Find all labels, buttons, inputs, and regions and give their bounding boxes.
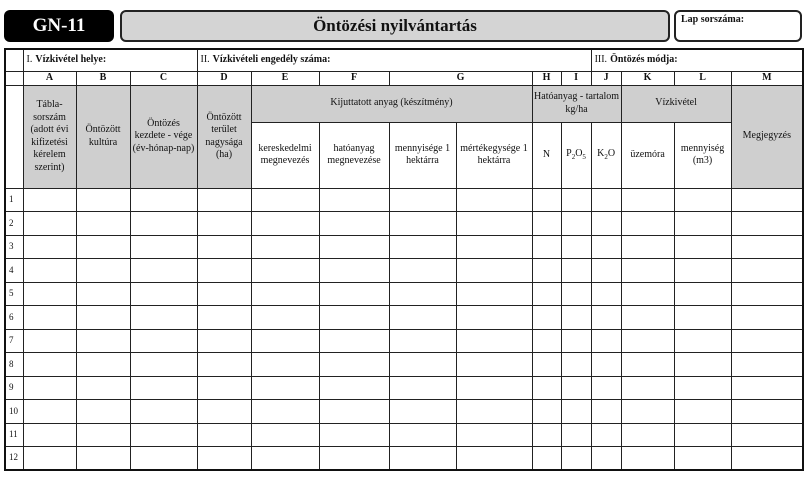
table-cell[interactable] xyxy=(76,306,130,330)
table-cell[interactable] xyxy=(532,400,561,424)
table-cell[interactable] xyxy=(532,306,561,330)
row-number: 6 xyxy=(5,306,23,330)
header-group-applied-material: Kijuttatott anyag (készítmény) xyxy=(251,85,532,122)
header-d: Öntözött terület nagysága (ha) xyxy=(197,85,251,188)
table-cell[interactable] xyxy=(76,235,130,259)
col-letter-l: L xyxy=(674,71,731,85)
table-row xyxy=(5,423,803,447)
table-cell[interactable] xyxy=(251,400,319,424)
table-row xyxy=(5,259,803,283)
table-cell[interactable] xyxy=(561,447,591,471)
table-cell[interactable] xyxy=(197,353,251,377)
table-row xyxy=(5,282,803,306)
table-cell[interactable] xyxy=(251,353,319,377)
table-cell[interactable] xyxy=(251,282,319,306)
table-cell[interactable] xyxy=(251,259,319,283)
row-number: 2 xyxy=(5,212,23,236)
col-letter-k: K xyxy=(621,71,674,85)
table-cell[interactable] xyxy=(389,235,456,259)
irrigation-table xyxy=(4,48,804,471)
table-cell[interactable] xyxy=(130,329,197,353)
table-cell[interactable] xyxy=(621,306,674,330)
table-cell[interactable] xyxy=(76,376,130,400)
table-cell[interactable] xyxy=(319,447,389,471)
col-letter-b: B xyxy=(76,71,130,85)
table-cell[interactable] xyxy=(76,282,130,306)
table-row xyxy=(5,212,803,236)
table-cell[interactable] xyxy=(389,212,456,236)
table-cell[interactable] xyxy=(456,353,532,377)
table-cell[interactable] xyxy=(251,329,319,353)
table-cell[interactable] xyxy=(674,212,731,236)
header-l: mennyiség (m3) xyxy=(674,122,731,188)
table-cell[interactable] xyxy=(251,423,319,447)
table-cell[interactable] xyxy=(23,400,76,424)
table-cell[interactable] xyxy=(456,400,532,424)
table-cell[interactable] xyxy=(456,423,532,447)
table-cell[interactable] xyxy=(674,423,731,447)
table-cell[interactable] xyxy=(591,353,621,377)
section-irrigation-method[interactable]: III. Öntözés módja: xyxy=(591,49,803,71)
table-cell[interactable] xyxy=(197,235,251,259)
table-cell[interactable] xyxy=(319,329,389,353)
row-number: 5 xyxy=(5,282,23,306)
table-cell[interactable] xyxy=(130,282,197,306)
table-cell[interactable] xyxy=(130,353,197,377)
table-cell[interactable] xyxy=(251,235,319,259)
table-cell[interactable] xyxy=(561,306,591,330)
table-cell[interactable] xyxy=(456,306,532,330)
col-letter-c: C xyxy=(130,71,197,85)
table-cell[interactable] xyxy=(197,306,251,330)
header-m: Megjegyzés xyxy=(731,85,803,188)
table-cell[interactable] xyxy=(130,259,197,283)
header-group-water-withdrawal: Vízkivétel xyxy=(621,85,731,122)
table-cell[interactable] xyxy=(76,212,130,236)
table-cell[interactable] xyxy=(319,212,389,236)
table-cell[interactable] xyxy=(197,259,251,283)
table-cell[interactable] xyxy=(197,329,251,353)
form-code: GN-11 xyxy=(4,10,114,42)
table-cell[interactable] xyxy=(561,400,591,424)
table-cell[interactable] xyxy=(591,447,621,471)
table-row xyxy=(5,400,803,424)
table-cell[interactable] xyxy=(76,353,130,377)
col-letter-j: J xyxy=(591,71,621,85)
table-cell[interactable] xyxy=(456,447,532,471)
table-cell[interactable] xyxy=(389,282,456,306)
table-cell[interactable] xyxy=(561,376,591,400)
header-a: Tábla-sorszám (adott évi kifizetési kérelem szerint) xyxy=(23,85,76,188)
table-cell[interactable] xyxy=(76,447,130,471)
table-cell[interactable] xyxy=(532,188,561,212)
table-cell[interactable] xyxy=(389,447,456,471)
table-cell[interactable] xyxy=(76,400,130,424)
row-number: 7 xyxy=(5,329,23,353)
table-cell[interactable] xyxy=(23,306,76,330)
col-letter-i: I xyxy=(561,71,591,85)
table-cell[interactable] xyxy=(319,259,389,283)
table-cell[interactable] xyxy=(130,235,197,259)
table-cell[interactable] xyxy=(621,188,674,212)
table-cell[interactable] xyxy=(319,235,389,259)
table-cell[interactable] xyxy=(674,306,731,330)
table-cell[interactable] xyxy=(532,259,561,283)
header-e: kereskedelmi megnevezés xyxy=(251,122,319,188)
table-cell[interactable] xyxy=(591,329,621,353)
row-number: 11 xyxy=(5,423,23,447)
table-cell[interactable] xyxy=(674,400,731,424)
table-cell[interactable] xyxy=(319,423,389,447)
table-cell[interactable] xyxy=(621,376,674,400)
table-cell[interactable] xyxy=(731,400,803,424)
table-cell[interactable] xyxy=(76,259,130,283)
table-cell[interactable] xyxy=(731,423,803,447)
table-row xyxy=(5,188,803,212)
table-cell[interactable] xyxy=(731,188,803,212)
table-cell[interactable] xyxy=(674,259,731,283)
section-row xyxy=(5,49,803,71)
table-cell[interactable] xyxy=(456,235,532,259)
col-letter-f: F xyxy=(319,71,389,85)
table-cell[interactable] xyxy=(591,376,621,400)
table-cell[interactable] xyxy=(456,376,532,400)
table-cell[interactable] xyxy=(674,447,731,471)
table-cell[interactable] xyxy=(621,353,674,377)
table-cell[interactable] xyxy=(389,376,456,400)
table-cell[interactable] xyxy=(319,282,389,306)
table-cell[interactable] xyxy=(561,329,591,353)
table-cell[interactable] xyxy=(532,447,561,471)
form-header xyxy=(4,8,802,44)
table-row xyxy=(5,376,803,400)
table-cell[interactable] xyxy=(621,329,674,353)
data-rows xyxy=(5,188,803,470)
table-cell[interactable] xyxy=(251,306,319,330)
table-cell[interactable] xyxy=(731,306,803,330)
col-letter-e: E xyxy=(251,71,319,85)
page-number-label: Lap sorszáma: xyxy=(681,14,745,25)
table-cell[interactable] xyxy=(532,353,561,377)
table-cell[interactable] xyxy=(389,259,456,283)
table-cell[interactable] xyxy=(389,188,456,212)
table-cell[interactable] xyxy=(731,376,803,400)
table-cell[interactable] xyxy=(251,376,319,400)
table-cell[interactable] xyxy=(532,235,561,259)
table-cell[interactable] xyxy=(197,423,251,447)
table-cell[interactable] xyxy=(319,400,389,424)
table-cell[interactable] xyxy=(731,447,803,471)
header-b: Öntözött kultúra xyxy=(76,85,130,188)
table-cell[interactable] xyxy=(130,400,197,424)
section-water-location[interactable]: I. Vízkivétel helye: xyxy=(23,49,197,71)
table-cell[interactable] xyxy=(389,353,456,377)
table-cell[interactable] xyxy=(532,212,561,236)
table-cell[interactable] xyxy=(561,259,591,283)
table-cell[interactable] xyxy=(130,188,197,212)
table-row xyxy=(5,447,803,471)
table-cell[interactable] xyxy=(251,212,319,236)
table-cell[interactable] xyxy=(197,447,251,471)
table-cell[interactable] xyxy=(532,282,561,306)
table-cell[interactable] xyxy=(731,259,803,283)
table-cell[interactable] xyxy=(456,259,532,283)
table-cell[interactable] xyxy=(130,376,197,400)
table-cell[interactable] xyxy=(130,306,197,330)
table-cell[interactable] xyxy=(130,423,197,447)
table-cell[interactable] xyxy=(319,188,389,212)
header-g-unit: mértékegysége 1 hektárra xyxy=(456,122,532,188)
header-i: $P_2O_5$ xyxy=(561,122,591,188)
table-cell[interactable] xyxy=(731,235,803,259)
table-cell[interactable] xyxy=(591,259,621,283)
table-row xyxy=(5,235,803,259)
table-cell[interactable] xyxy=(591,282,621,306)
row-number: 10 xyxy=(5,400,23,424)
table-cell[interactable] xyxy=(561,212,591,236)
table-cell[interactable] xyxy=(23,447,76,471)
table-cell[interactable] xyxy=(591,235,621,259)
page-number-field[interactable] xyxy=(674,10,802,42)
table-cell[interactable] xyxy=(23,212,76,236)
table-cell[interactable] xyxy=(532,376,561,400)
table-cell[interactable] xyxy=(591,212,621,236)
table-cell[interactable] xyxy=(389,329,456,353)
table-cell[interactable] xyxy=(251,188,319,212)
table-cell[interactable] xyxy=(561,235,591,259)
table-cell[interactable] xyxy=(532,329,561,353)
table-cell[interactable] xyxy=(561,423,591,447)
header-k: üzemóra xyxy=(621,122,674,188)
table-cell[interactable] xyxy=(456,212,532,236)
table-cell[interactable] xyxy=(389,306,456,330)
header-h: N xyxy=(532,122,561,188)
table-cell[interactable] xyxy=(197,212,251,236)
row-number: 12 xyxy=(5,447,23,471)
row-number: 9 xyxy=(5,376,23,400)
header-group-active-content: Hatóanyag - tartalom kg/ha xyxy=(532,85,621,122)
header-f: hatóanyag megnevezése xyxy=(319,122,389,188)
table-cell[interactable] xyxy=(591,400,621,424)
table-cell[interactable] xyxy=(561,353,591,377)
col-letter-g: G xyxy=(389,71,532,85)
table-cell[interactable] xyxy=(621,212,674,236)
table-cell[interactable] xyxy=(674,188,731,212)
table-cell[interactable] xyxy=(23,235,76,259)
table-cell[interactable] xyxy=(731,329,803,353)
table-cell[interactable] xyxy=(389,423,456,447)
table-row xyxy=(5,329,803,353)
table-cell[interactable] xyxy=(23,259,76,283)
table-cell[interactable] xyxy=(532,423,561,447)
table-cell[interactable] xyxy=(319,306,389,330)
row-number: 4 xyxy=(5,259,23,283)
table-cell[interactable] xyxy=(731,282,803,306)
header-j: $K_2O$ xyxy=(591,122,621,188)
table-row xyxy=(5,353,803,377)
table-cell[interactable] xyxy=(621,235,674,259)
col-letter-h: H xyxy=(532,71,561,85)
table-cell[interactable] xyxy=(197,282,251,306)
table-cell[interactable] xyxy=(561,282,591,306)
table-cell[interactable] xyxy=(23,376,76,400)
row-number: 1 xyxy=(5,188,23,212)
table-row xyxy=(5,306,803,330)
column-letter-row xyxy=(5,71,803,85)
table-cell[interactable] xyxy=(674,376,731,400)
table-cell[interactable] xyxy=(674,353,731,377)
table-cell[interactable] xyxy=(731,212,803,236)
header-c: Öntözés kezdete - vége (év-hónap-nap) xyxy=(130,85,197,188)
header-g-quantity: mennyisége 1 hektárra xyxy=(389,122,456,188)
table-cell[interactable] xyxy=(319,353,389,377)
table-cell[interactable] xyxy=(23,423,76,447)
table-cell[interactable] xyxy=(23,353,76,377)
table-cell[interactable] xyxy=(674,235,731,259)
table-cell[interactable] xyxy=(621,447,674,471)
table-cell[interactable] xyxy=(674,329,731,353)
table-cell[interactable] xyxy=(130,447,197,471)
table-cell[interactable] xyxy=(23,282,76,306)
table-cell[interactable] xyxy=(23,329,76,353)
table-cell[interactable] xyxy=(561,188,591,212)
table-cell[interactable] xyxy=(456,329,532,353)
table-cell[interactable] xyxy=(319,376,389,400)
table-cell[interactable] xyxy=(197,400,251,424)
group-header-row xyxy=(5,85,803,122)
table-cell[interactable] xyxy=(621,282,674,306)
table-cell[interactable] xyxy=(76,329,130,353)
table-cell[interactable] xyxy=(76,423,130,447)
table-cell[interactable] xyxy=(23,188,76,212)
table-cell[interactable] xyxy=(389,400,456,424)
col-letter-m: M xyxy=(731,71,803,85)
table-cell[interactable] xyxy=(731,353,803,377)
col-letter-a: A xyxy=(23,71,76,85)
table-cell[interactable] xyxy=(76,188,130,212)
col-letter-d: D xyxy=(197,71,251,85)
table-cell[interactable] xyxy=(674,282,731,306)
table-cell[interactable] xyxy=(621,423,674,447)
table-cell[interactable] xyxy=(591,188,621,212)
table-cell[interactable] xyxy=(251,447,319,471)
row-number: 3 xyxy=(5,235,23,259)
form-title: Öntözési nyilvántartás xyxy=(120,10,670,42)
table-cell[interactable] xyxy=(130,212,197,236)
corner-cell xyxy=(5,49,23,71)
table-cell[interactable] xyxy=(621,259,674,283)
table-cell[interactable] xyxy=(197,376,251,400)
table-cell[interactable] xyxy=(591,423,621,447)
table-cell[interactable] xyxy=(197,188,251,212)
table-cell[interactable] xyxy=(456,188,532,212)
section-permit-number[interactable]: II. Vízkivételi engedély száma: xyxy=(197,49,591,71)
table-cell[interactable] xyxy=(456,282,532,306)
table-cell[interactable] xyxy=(591,306,621,330)
row-number: 8 xyxy=(5,353,23,377)
table-cell[interactable] xyxy=(621,400,674,424)
